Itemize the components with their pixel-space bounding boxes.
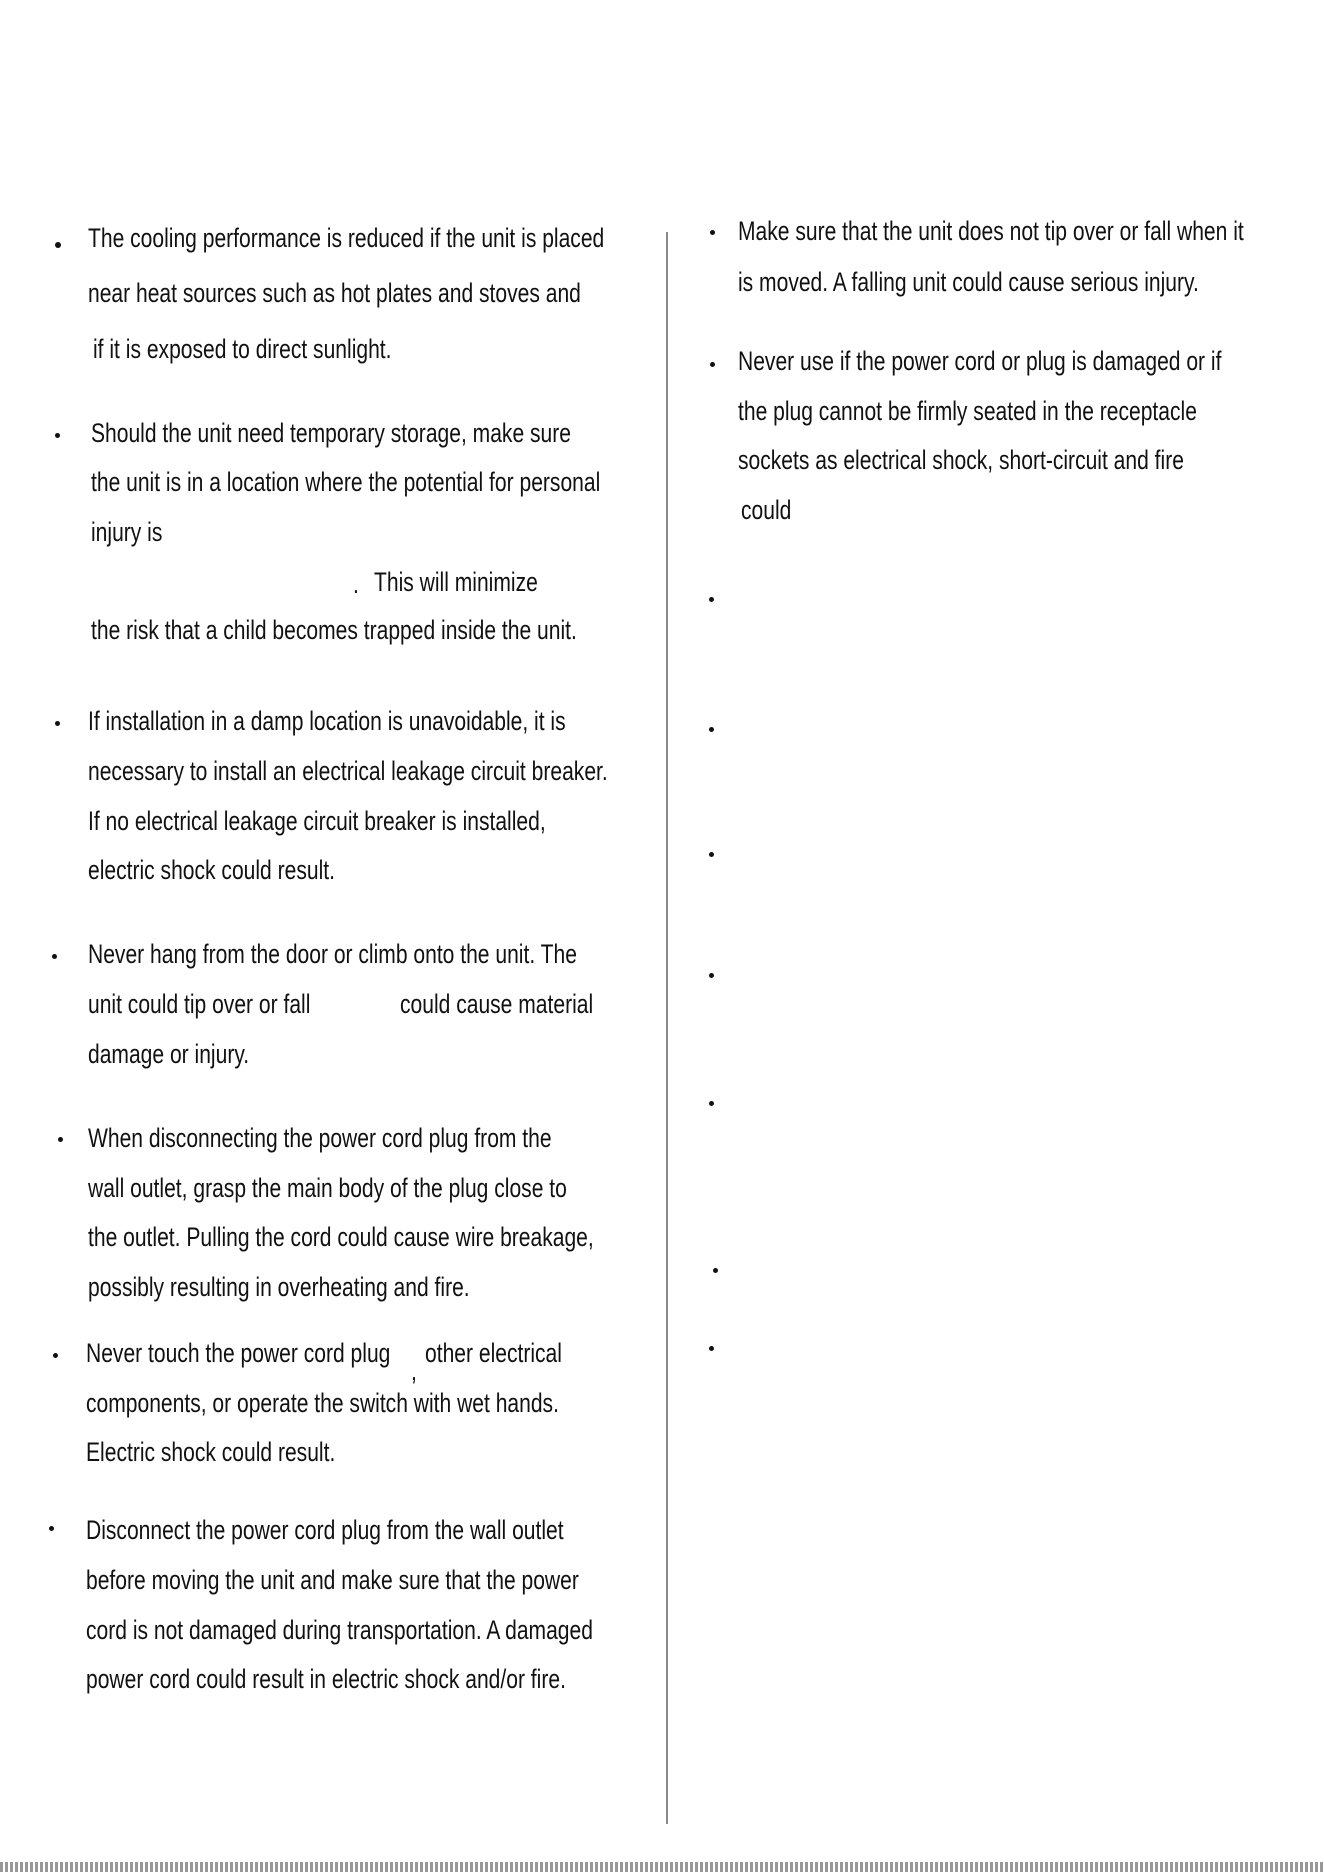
bullet-icon xyxy=(710,362,715,367)
text-line: Make sure that the unit does not tip over or fall when it xyxy=(738,216,1244,246)
text-line: the plug cannot be firmly seated in the receptacle xyxy=(738,396,1197,426)
text-line: could cause material xyxy=(400,989,594,1019)
text-line: If installation in a damp location is unavoidable, it is xyxy=(88,706,566,736)
text-line: unit could tip over or fall xyxy=(88,989,311,1019)
text-line: When disconnecting the power cord plug from the xyxy=(88,1123,552,1153)
text-line: If no electrical leakage circuit breaker is installed, xyxy=(88,806,546,836)
bullet-icon xyxy=(55,242,61,248)
text-line: necessary to install an electrical leakage circuit breaker. xyxy=(88,756,608,786)
text-line: the outlet. Pulling the cord could cause wire breakage, xyxy=(88,1222,594,1252)
text-line: cord is not damaged during transportation. A damaged xyxy=(86,1615,593,1645)
text-line: before moving the unit and make sure that the power xyxy=(86,1565,579,1595)
bullet-icon xyxy=(49,1526,54,1531)
text-line: Disconnect the power cord plug from the wall outlet xyxy=(86,1515,564,1545)
column-divider xyxy=(666,232,668,1824)
text-line: The cooling performance is reduced if the unit is placed xyxy=(88,223,605,253)
text-line: the unit is in a location where the potential for personal xyxy=(91,467,601,497)
text-line: This will minimize xyxy=(374,567,538,597)
bullet-icon xyxy=(709,1346,714,1351)
text-line: damage or injury. xyxy=(88,1039,250,1069)
bullet-icon xyxy=(55,721,60,726)
bullet-icon xyxy=(55,433,60,438)
bullet-icon xyxy=(58,1137,63,1142)
text-line: electric shock could result. xyxy=(88,855,335,885)
stray-mark: . xyxy=(353,569,359,599)
bullet-icon xyxy=(709,1101,714,1106)
bullet-icon xyxy=(53,1353,58,1358)
text-line: could xyxy=(741,495,792,525)
text-line: wall outlet, grasp the main body of the plug close to xyxy=(88,1173,567,1203)
text-line: sockets as electrical shock, short-circuit and fire xyxy=(738,445,1184,475)
text-line: the risk that a child becomes trapped inside the unit. xyxy=(91,615,577,645)
text-line: if it is exposed to direct sunlight. xyxy=(93,334,392,364)
text-line: Never use if the power cord or plug is damaged or if xyxy=(738,346,1222,376)
text-line: other electrical xyxy=(425,1338,562,1368)
text-line: possibly resulting in overheating and fire. xyxy=(88,1272,470,1302)
bullet-icon xyxy=(52,954,57,959)
text-line: Never touch the power cord plug xyxy=(86,1338,391,1368)
stray-mark: , xyxy=(411,1356,417,1386)
bullet-icon xyxy=(709,973,714,978)
text-line: Electric shock could result. xyxy=(86,1437,336,1467)
text-line: power cord could result in electric shock and/or fire. xyxy=(86,1664,566,1694)
bullet-icon xyxy=(709,852,714,857)
bullet-icon xyxy=(709,727,714,732)
page-bottom-edge xyxy=(0,1862,1324,1872)
text-line: Should the unit need temporary storage, make sure xyxy=(91,418,571,448)
text-line: Never hang from the door or climb onto the unit. The xyxy=(88,939,577,969)
bullet-icon xyxy=(709,597,714,602)
bullet-icon xyxy=(713,1268,718,1273)
text-line: components, or operate the switch with wet hands. xyxy=(86,1388,559,1418)
text-line: is moved. A falling unit could cause serious injury. xyxy=(738,267,1199,297)
text-line: injury is xyxy=(91,517,163,547)
bullet-icon xyxy=(710,230,715,235)
text-line: near heat sources such as hot plates and stoves and xyxy=(88,278,581,308)
